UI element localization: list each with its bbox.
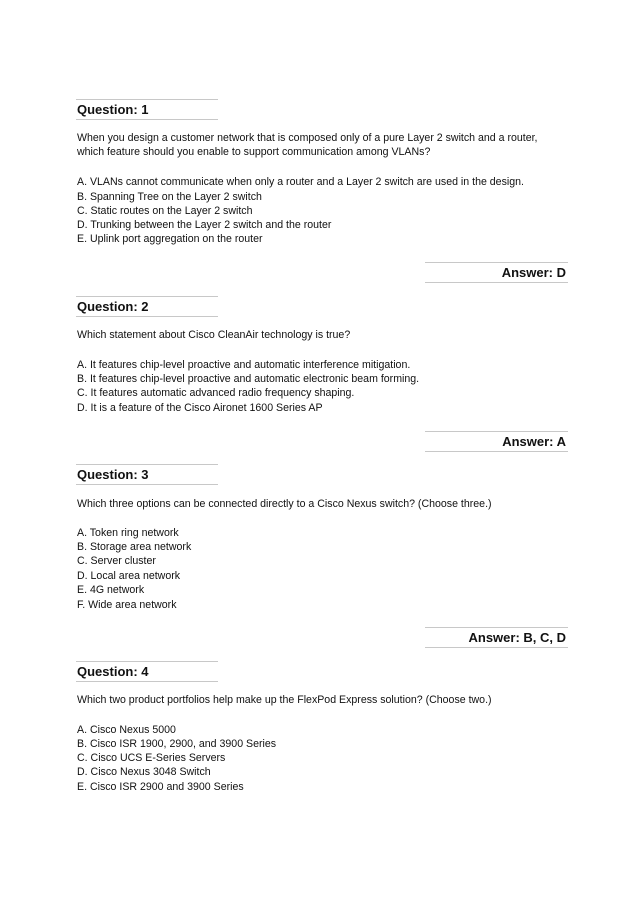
question-3-answer: Answer: B, C, D: [425, 627, 568, 648]
question-2-option-a: A. It features chip-level proactive and automatic interference mitigation.: [77, 359, 411, 371]
question-3-option-b: B. Storage area network: [77, 541, 192, 553]
question-2-header: Question: 2: [76, 296, 218, 317]
question-2-stem-line-1: Which statement about Cisco CleanAir technology is true?: [77, 329, 351, 341]
question-1-option-d: D. Trunking between the Layer 2 switch and the router: [77, 219, 332, 231]
question-3-option-f: F. Wide area network: [77, 599, 177, 611]
question-1-stem-line-1: When you design a customer network that is composed only of a pure Layer 2 switch and a router,: [77, 132, 538, 144]
question-1-option-b: B. Spanning Tree on the Layer 2 switch: [77, 191, 262, 203]
question-2-option-b: B. It features chip-level proactive and automatic electronic beam forming.: [77, 373, 420, 385]
question-4-option-e: E. Cisco ISR 2900 and 3900 Series: [77, 781, 244, 793]
question-3-option-a: A. Token ring network: [77, 527, 179, 539]
question-2-option-d: D. It is a feature of the Cisco Aironet 1600 Series AP: [77, 402, 323, 414]
question-2-answer: Answer: A: [425, 431, 568, 452]
question-1-option-e: E. Uplink port aggregation on the router: [77, 233, 263, 245]
question-4-option-d: D. Cisco Nexus 3048 Switch: [77, 766, 211, 778]
question-4-header: Question: 4: [76, 661, 218, 682]
question-4-option-a: A. Cisco Nexus 5000: [77, 724, 176, 736]
question-1-answer: Answer: D: [425, 262, 568, 283]
question-3-option-c: C. Server cluster: [77, 555, 156, 567]
question-3-header: Question: 3: [76, 464, 218, 485]
question-4-option-b: B. Cisco ISR 1900, 2900, and 3900 Series: [77, 738, 277, 750]
question-2-option-c: C. It features automatic advanced radio frequency shaping.: [77, 387, 355, 399]
question-1-stem-line-2: which feature should you enable to support communication among VLANs?: [77, 146, 431, 158]
question-4-stem-line-1: Which two product portfolios help make up the FlexPod Express solution? (Choose two.): [77, 694, 492, 706]
question-1-header: Question: 1: [76, 99, 218, 120]
question-3-option-d: D. Local area network: [77, 570, 181, 582]
question-1-option-c: C. Static routes on the Layer 2 switch: [77, 205, 253, 217]
question-3-stem-line-1: Which three options can be connected directly to a Cisco Nexus switch? (Choose three.): [77, 498, 492, 510]
question-4-option-c: C. Cisco UCS E-Series Servers: [77, 752, 226, 764]
question-1-option-a: A. VLANs cannot communicate when only a router and a Layer 2 switch are used in the design.: [77, 176, 524, 188]
question-3-option-e: E. 4G network: [77, 584, 145, 596]
